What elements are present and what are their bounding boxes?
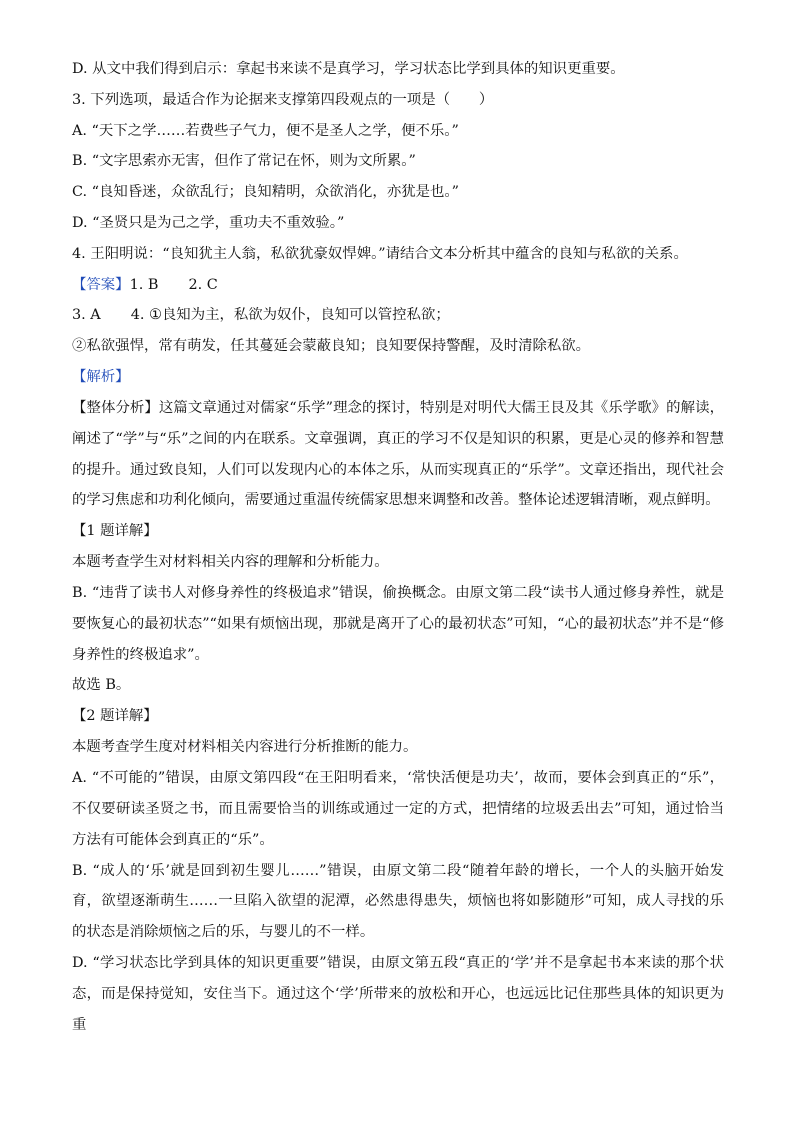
answer-line-3: ②私欲强悍，常有萌发，任其蔓延会蒙蔽良知；良知要保持警醒，及时清除私欲。 <box>72 338 591 355</box>
answer-q2: 2. C <box>188 276 218 293</box>
overall-analysis <box>72 393 724 516</box>
q2-detail-para-a: A. “不可能的”错误，由原文第四段“在王阳明看来，‘常快活便是功夫’，故而，要体会到真正的“乐”，不仅要研读圣贤之书，而且需要恰当的训练或通过一定的方式，把情绪的垃圾丢出去”可知，通过恰当方法有可能体会到真正的“乐”。 <box>72 769 724 848</box>
answer-q4: 4. ①良知为主，私欲为奴仆，良知可以管控私欲； <box>130 307 450 324</box>
option-b-q3: B. “文字思索亦无害，但作了常记在怀，则为文所累。” <box>72 153 416 170</box>
q1-detail-intro: 本题考查学生对材料相关内容的理解和分析能力。 <box>72 553 389 570</box>
q2-detail-para-b: B. “成人的‘乐’就是回到初生婴儿……”错误，由原文第二段“随着年龄的增长，一个人的头脑开始发育，欲望逐渐萌生……一旦陷入欲望的泥潭，必然患得患失，烦恼也将如影随形”可知，成人寻找的乐的状态是消除烦恼之后的乐，与婴儿的不一样。 <box>72 862 724 941</box>
answer-q3: 3. A <box>72 307 101 324</box>
option-d-q2: D. 从文中我们得到启示：拿起书来读不是真学习，学习状态比学到具体的知识更重要。 <box>72 61 625 77</box>
q1-detail-label: 【1 题详解】 <box>72 523 158 540</box>
option-a-q3: A. “天下之学……若费些子气力，便不是圣人之学，便不乐。” <box>72 122 459 139</box>
option-c-q3: C. “良知昏迷，众欲乱行；良知精明，众欲消化，亦犹是也。” <box>72 184 459 201</box>
answer-line-2 <box>72 306 724 325</box>
question-4: 4. 王阳明说：“良知犹主人翁，私欲犹豪奴悍婢。”请结合文本分析其中蕴含的良知与私欲的关系。 <box>72 245 688 262</box>
q1-detail-para: B. “违背了读书人对修身养性的终极追求”错误，偷换概念。由原文第二段“读书人通过修身养性，就是要恢复心的最初状态”“如果有烦恼出现，那就是离开了心的最初状态”可知，“心的最初状态”并不是“修身养性的终极追求”。 <box>72 584 724 663</box>
document-body <box>72 60 724 1047</box>
question-3: 3. 下列选项，最适合作为论据来支撑第四段观点的一项是（ ） <box>72 91 494 108</box>
q2-detail-label: 【2 题详解】 <box>72 708 158 725</box>
answer-line-1 <box>72 276 724 295</box>
overall-analysis-text: 这篇文章通过对儒家“乐学”理念的探讨，特别是对明代大儒王艮及其《乐学歌》的解读，阐述了“学”与“乐”之间的内在联系。文章强调，真正的学习不仅是知识的积累，更是心灵的修养和智慧的提升。通过致良知，人们可以发现内心的本体之乐，从而实现真正的“乐学”。文章还指出，现代社会的学习焦虑和功利化倾向，需要通过重温传统儒家思想来调整和改善。整体论述逻辑清晰，观点鲜明。 <box>72 399 724 509</box>
option-d-q3: D. “圣贤只是为己之学，重功夫不重效验。” <box>72 214 345 231</box>
answer-label: 【答案】 <box>72 276 130 293</box>
analysis-label: 【解析】 <box>72 368 130 385</box>
q2-detail-intro: 本题考查学生度对材料相关内容进行分析推断的能力。 <box>72 738 418 755</box>
q2-detail-para-d: D. “学习状态比学到具体的知识更重要”错误，由原文第五段“真正的‘学’并不是拿起书本来读的那个状态，而是保持觉知，安住当下。通过这个‘学’所带来的放松和开心，也远远比记住那些具体的知识更为重 <box>72 955 724 1033</box>
q1-conclusion: 故选 B。 <box>72 677 131 694</box>
answer-q1: 1. B <box>129 276 159 293</box>
overall-analysis-label: 【整体分析】 <box>72 399 159 416</box>
